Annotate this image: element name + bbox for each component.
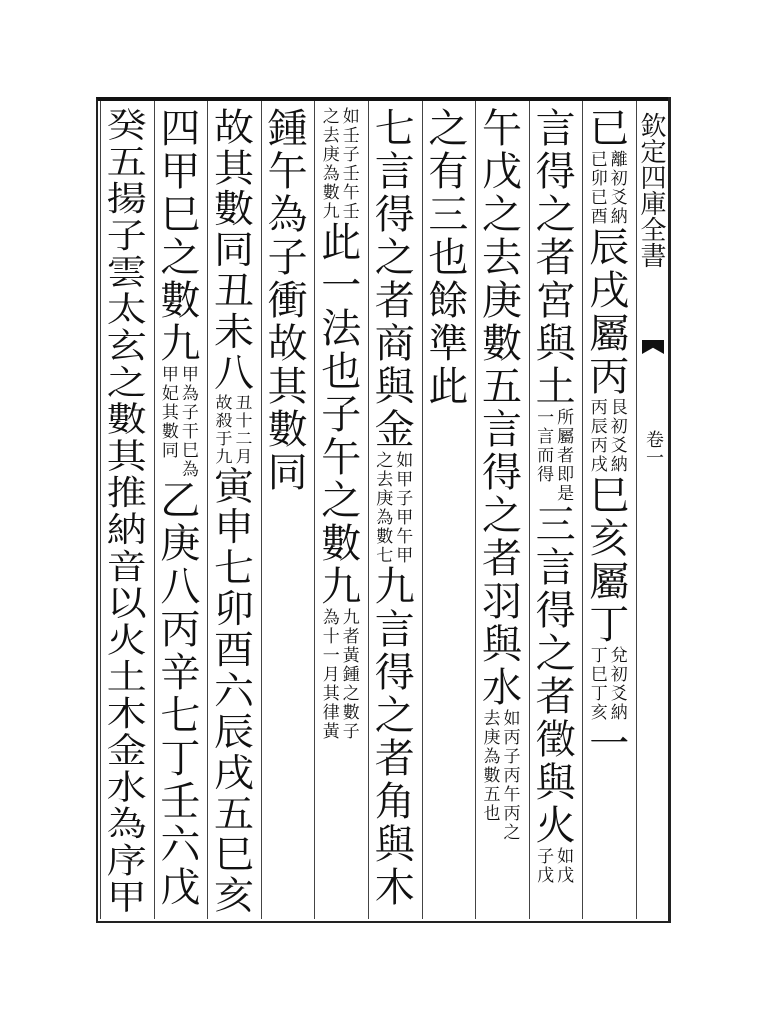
annotation [214,395,254,467]
main-text: 鍾 午 為 子 衝 故 其 數 同 [267,106,308,496]
text-column [422,108,476,918]
main-text: 丑 未 八 [213,269,254,396]
annotation [160,366,200,480]
annotation-line: 如 丙 子 丙 午 丙 之 [503,709,521,843]
main-text: 乙 庚 八 丙 辛 七 丁 壬 六 戊 [160,478,201,911]
annotation-line: 離 初 爻 納 [610,150,628,227]
annotation [375,452,415,566]
annotation-line: 為 十 一 月 其 律 黃 [322,608,340,742]
annotation-line: 去 庚 為 數 五 也 [483,709,501,824]
main-text: 癸 五 揚 子 雲 太 玄 之 數 其 推 納 音 以 火 土 木 金 水 為 序 甲 [106,106,147,918]
annotation-line: 甲 為 子 干 巳 為 [181,365,199,480]
annotation-line: 一 言 而 得 [537,408,555,485]
annotation-line: 艮 初 爻 納 [610,398,628,475]
main-text: 三 言 得 之 者 徵 與 火 [535,502,576,849]
annotation-line: 之 去 庚 為 數 九 [322,107,340,222]
annotation [589,647,629,723]
annotation-line: 如 壬 子 壬 午 壬 [342,107,360,222]
text-column [100,106,154,918]
annotation-line: 甲 妃 其 數 同 [161,365,179,461]
main-text: 寅 申 七 卯 酉 六 辰 戌 五 巳 亥 [213,465,254,919]
annotation-line: 之 去 庚 為 數 七 [376,451,394,566]
annotation [321,609,361,742]
main-text: 言 得 之 者 宮 與 土 [535,106,576,410]
annotation [482,710,522,843]
annotation [536,848,576,886]
annotation-line: 子 戊 [537,847,555,886]
main-text: 四 甲 巳 之 數 九 [160,106,201,367]
main-text: 之 有 三 也 餘 準 此 [428,106,469,410]
text-column [582,108,636,918]
main-text: 此 一 法 也 子 午 之 數 九 [321,220,362,610]
main-text: 已 [589,106,630,152]
main-text: 九 言 得 之 者 角 與 木 [374,564,415,911]
volume-label: 卷一 [643,430,664,466]
annotation [589,151,629,227]
main-text: 故 其 數 同 [213,106,254,273]
main-text: 一 [589,721,630,767]
annotation-line: 已 卯 已 酉 [590,150,608,227]
main-text: 七 言 得 之 者 商 與 金 [374,106,415,453]
annotation-line: 丑 十 二 月 [235,393,253,467]
text-column [154,108,208,918]
main-text: 午 戊 之 去 庚 數 五 言 得 之 者 羽 與 水 [481,106,522,711]
main-text: 辰 戌 屬 丙 [589,225,630,400]
annotation-line: 丙 辰 丙 戌 [590,398,608,475]
annotation [536,409,576,504]
annotation-line: 丁 巳 丁 亥 [590,646,608,723]
text-column [529,108,583,918]
main-text: 巳 亥 屬 丁 [589,473,630,648]
annotation [321,108,361,222]
text-column [475,108,529,918]
annotation-line: 如 甲 子 甲 午 甲 [396,451,414,566]
annotation-line: 兌 初 爻 納 [610,646,628,723]
annotation-line: 九 者 黃 鍾 之 數 子 [342,608,360,742]
text-column [368,108,422,918]
annotation-line: 所 屬 者 即 是 [557,408,575,504]
book-title: 欽定四庫全書 [636,112,666,268]
text-column [261,108,315,918]
text-column [314,108,368,918]
text-column [207,106,261,919]
annotation-line: 故 殺 于 九 [215,393,233,467]
annotation [589,399,629,475]
annotation-line: 如 戊 [557,847,575,886]
